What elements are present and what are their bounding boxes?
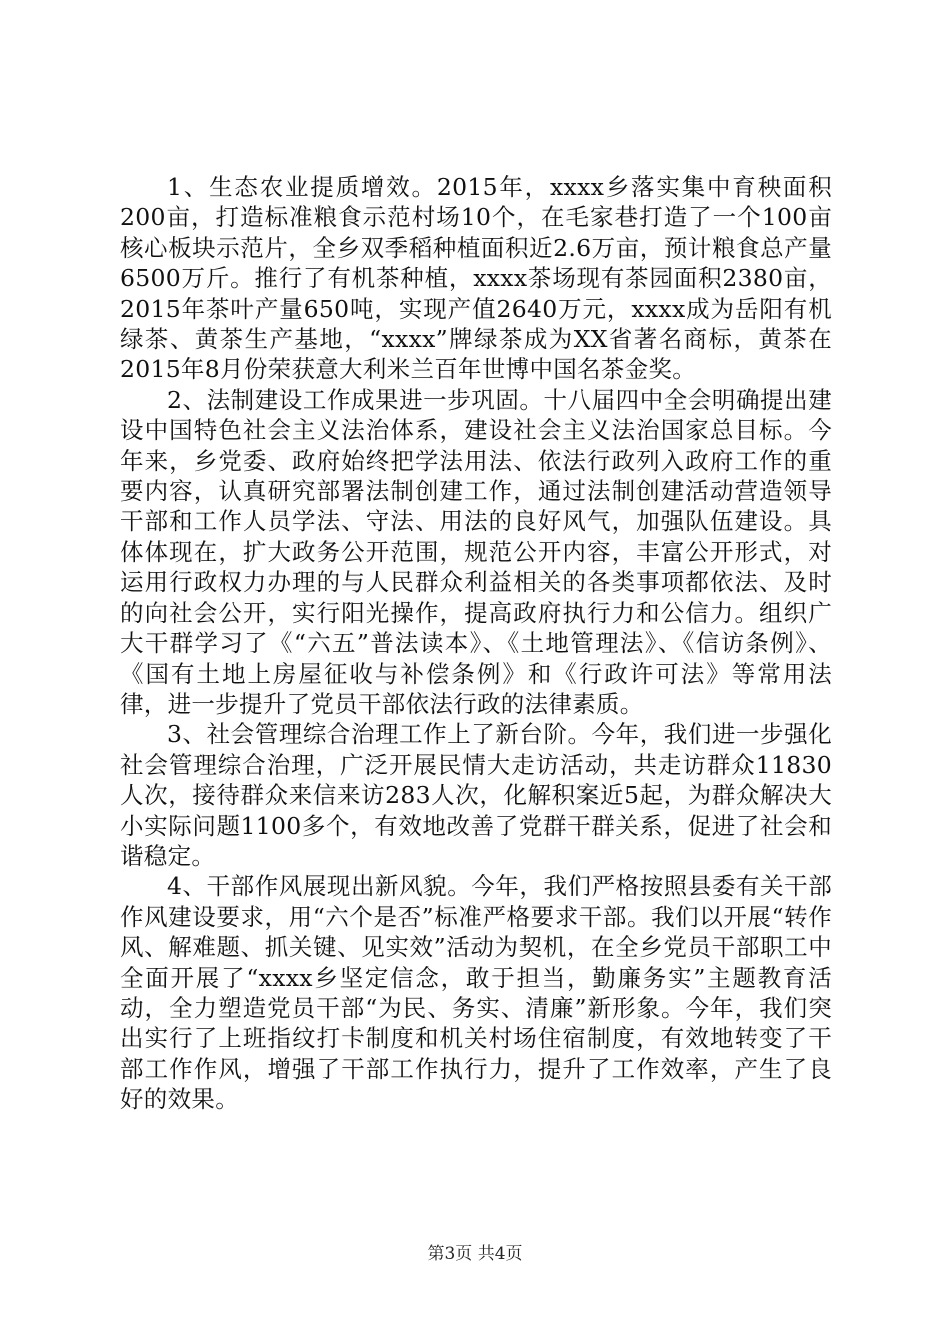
paragraph-legal-construction: 2、法制建设工作成果进一步巩固。十八届四中全会明确提出建设中国特色社会主义法治体系，建设社会主义法治国家总目标。今年来，乡党委、政府始终把学法用法、依法行政列入政府工作的重要内容，认真研究部署法制创建工作，通过法制创建活动营造领导干部和工作人员学法、守法、用法的良好风气，加强队伍建设。具体体现在，扩大政务公开范围，规范公开内容，丰富公开形式，对运用行政权力办理的与人民群众利益相关的各类事项都依法、及时的向社会公开，实行阳光操作，提高政府执行力和公信力。组织广大干群学习了《“六五”普法读本》、《土地管理法》、《信访条例》、《国有土地上房屋征收与补偿条例》和《行政许可法》等常用法律，进一步提升了党员干部依法行政的法律素质。 <box>120 385 832 718</box>
page-number-footer: 第3页 共4页 <box>427 1244 523 1264</box>
paragraph-cadre-style: 4、干部作风展现出新风貌。今年，我们严格按照县委有关干部作风建设要求，用“六个是否”标准严格要求干部。我们以开展“转作风、解难题、抓关键、见实效”活动为契机，在全乡党员干部职工中全面开展了“xxxx乡坚定信念，敢于担当，勤廉务实”主题教育活动，全力塑造党员干部“为民、务实、清廉”新形象。今年，我们突出实行了上班指纹打卡制度和机关村场住宿制度，有效地转变了干部工作作风，增强了干部工作执行力，提升了工作效率，产生了良好的效果。 <box>120 872 832 1114</box>
paragraph-social-management: 3、社会管理综合治理工作上了新台阶。今年，我们进一步强化社会管理综合治理，广泛开展民情大走访活动，共走访群众11830人次，接待群众来信来访283人次，化解积案近5起，为群众解决大小实际问题1100多个，有效地改善了党群干群关系，促进了社会和谐稳定。 <box>120 720 832 870</box>
paragraph-ecological-agriculture: 1、生态农业提质增效。2015年，xxxx乡落实集中育秧面积200亩，打造标准粮食示范村场10个，在毛家巷打造了一个100亩核心板块示范片，全乡双季稻种植面积近2.6万亩，预计粮食总产量6500万斤。推行了有机茶种植，xxxx茶场现有茶园面积2380亩，2015年茶叶产量650吨，实现产值2640万元，xxxx成为岳阳有机绿茶、黄茶生产基地，“xxxx”牌绿茶成为XX省著名商标，黄茶在2015年8月份荣获意大利米兰百年世博中国名茶金奖。 <box>120 173 832 384</box>
body-text <box>120 172 832 1115</box>
